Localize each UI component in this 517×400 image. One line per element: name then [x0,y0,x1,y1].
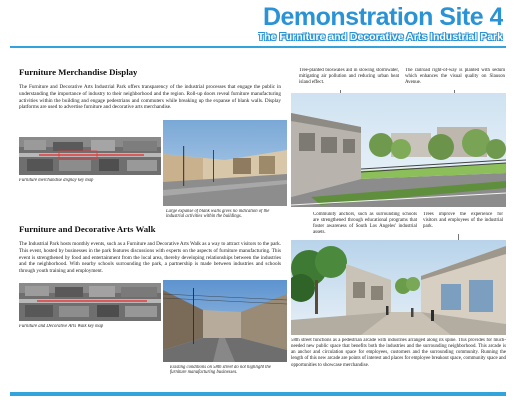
street-photo [163,280,287,362]
page-title: Demonstration Site 4 [262,3,503,31]
rail-corridor-rendering [291,93,506,207]
blank-walls-photo [163,120,287,206]
annotation-trees: Trees improve the experience for visitors and employees of the industrial park. [423,212,503,230]
section-title-decorative-arts-walk: Furniture and Decorative Arts Walk [19,225,156,234]
section-title-merchandise-display: Furniture Merchandise Display [19,68,138,77]
street-photo-caption: Existing conditions on 58th street do not highlight the furniture manufacturing businesses. [170,365,271,376]
key-map-image [19,283,161,321]
page-subtitle: The Furniture and Decorative Arts Industrial Park [257,32,503,43]
blank-walls-caption: Large expanse of blank walls gives no indication of the industrial activities within the buildings. [166,209,270,220]
section-body-merchandise-display: The Furniture and Decorative Arts Industrial Park offers transparency of the industrial processes that engage the public in understanding the importance of industry to their neighborhood and the region. Roll-up doors reveal furniture manufacturing activities within the building and engage pedestrians and commuters while breaking up the expanse of blank walls. Display platforms are used to advertise furniture and decorative arts merchandise. [19,84,281,111]
bottom-accent-bar [10,392,506,396]
key-map-image [19,137,161,175]
key-map-caption: Furniture merchandise display key map [19,178,94,183]
annotation-community-anchors: Community anchors, such as surrounding schools are strengthened through educational programs that foster awareness of South Los Angeles' industrial assets. [313,212,417,236]
key-map-caption: Furniture and Decorative Arts Walk key map [19,324,104,329]
top-accent-bar [10,46,506,48]
annotation-bioswales: Tree-planted bioswales aid in slowing stormwater, mitigating air pollution and reducing urban heat island effect. [299,68,399,86]
pedestrian-arcade-rendering [291,240,506,335]
annotation-railroad: The railroad right-of-way is planted with sedum which enhances the visual quality on Slauson Avenue. [405,68,505,86]
annotation-pedestrian-arcade: 58th street functions as a pedestrian arcade with industries arranged along its spine. This provides for much-needed new public space that benefits both the industries and the surrounding neighborhood. This arcade is an anchor and circulation space for employees, customers and the surrounding community. Running the length of this new arcade are points of interest and places for employee breakout space, community space and opportunities to showcase merchandise. [291,338,506,368]
section-body-decorative-arts-walk: The Industrial Park hosts monthly events, such as a Furniture and Decorative Arts Walk as a way to attract visitors to the park. This event, hosted by businesses in the park features discussions with experts on the aspects of furniture manufacturing. This event is strengthened by food and entertainment from the local area, thereby developing relationships between the industries and the neighborhood. With nearby schools surrounding the park, a partnership is made between industries and schools through youth training and employment. [19,241,281,274]
